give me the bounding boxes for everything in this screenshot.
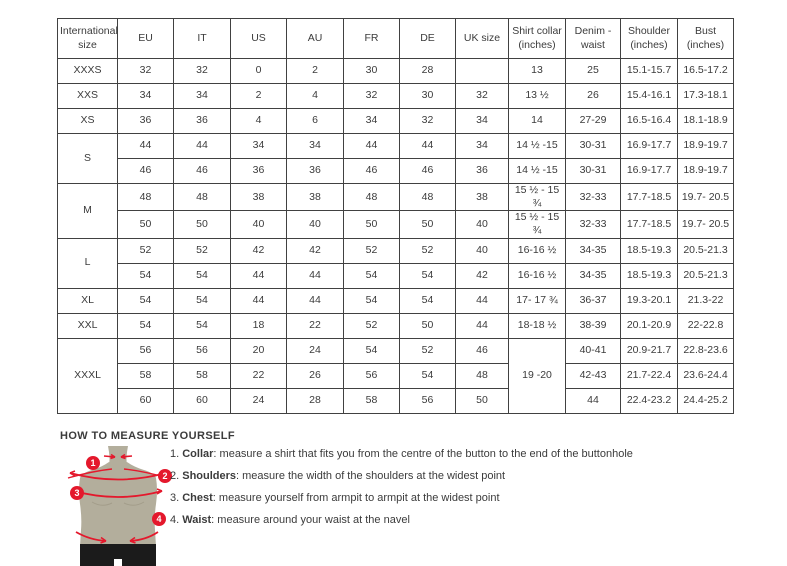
table-cell: 20.5-21.3 xyxy=(678,238,734,263)
column-header: Shoulder (inches) xyxy=(621,19,678,59)
table-cell: 40 xyxy=(287,211,344,238)
table-cell: 34 xyxy=(344,109,400,134)
table-cell: 21.7-22.4 xyxy=(621,363,678,388)
table-cell: 34 xyxy=(231,134,287,159)
table-cell: 44 xyxy=(456,288,509,313)
table-cell: 18.1-18.9 xyxy=(678,109,734,134)
table-cell: 56 xyxy=(118,338,174,363)
table-cell: 22 xyxy=(287,313,344,338)
table-cell: 34 xyxy=(287,134,344,159)
table-cell: 50 xyxy=(344,211,400,238)
table-cell: 26 xyxy=(287,363,344,388)
table-cell: 22.8-23.6 xyxy=(678,338,734,363)
measure-steps xyxy=(170,446,633,534)
table-cell: 44 xyxy=(231,288,287,313)
table-cell: L xyxy=(58,238,118,288)
table-cell: 6 xyxy=(287,109,344,134)
table-cell: 42-43 xyxy=(566,363,621,388)
measure-step xyxy=(170,490,633,512)
table-cell: 44 xyxy=(174,134,231,159)
table-cell: 44 xyxy=(118,134,174,159)
table-cell: 24 xyxy=(231,388,287,413)
table-cell: 44 xyxy=(344,134,400,159)
table-cell: 13 xyxy=(509,59,566,84)
table-cell: 17.7-18.5 xyxy=(621,211,678,238)
table-cell: 21.3-22 xyxy=(678,288,734,313)
size-table-body xyxy=(58,59,734,414)
step-text: : measure the width of the shoulders at the widest point xyxy=(236,470,506,482)
table-cell: 54 xyxy=(118,263,174,288)
mannequin-figure xyxy=(58,446,178,566)
table-cell: 56 xyxy=(400,388,456,413)
table-cell: 48 xyxy=(174,184,231,211)
table-cell: 32 xyxy=(174,59,231,84)
table-row xyxy=(58,84,734,109)
table-cell: 44 xyxy=(400,134,456,159)
table-cell: 28 xyxy=(400,59,456,84)
table-row xyxy=(58,184,734,211)
table-cell: 20 xyxy=(231,338,287,363)
table-cell: 54 xyxy=(344,263,400,288)
table-cell: 38 xyxy=(456,184,509,211)
step-label: Waist xyxy=(182,514,212,526)
table-row xyxy=(58,338,734,363)
table-cell: 40 xyxy=(456,211,509,238)
column-header: AU xyxy=(287,19,344,59)
table-cell: 34 xyxy=(456,109,509,134)
table-cell: 18.5-19.3 xyxy=(621,263,678,288)
table-cell: 32-33 xyxy=(566,184,621,211)
table-cell: 44 xyxy=(456,313,509,338)
table-cell: 14 xyxy=(509,109,566,134)
table-cell: 52 xyxy=(344,238,400,263)
table-cell: 36-37 xyxy=(566,288,621,313)
table-cell: 0 xyxy=(231,59,287,84)
table-cell: 52 xyxy=(118,238,174,263)
measure-badge-waist: 4 xyxy=(152,512,166,526)
table-cell: 60 xyxy=(118,388,174,413)
column-header: US xyxy=(231,19,287,59)
table-cell: 2 xyxy=(287,59,344,84)
table-cell: 32-33 xyxy=(566,211,621,238)
table-cell: 24.4-25.2 xyxy=(678,388,734,413)
column-header: Shirt collar (inches) xyxy=(509,19,566,59)
table-cell: 16.9-17.7 xyxy=(621,134,678,159)
table-cell: 18.9-19.7 xyxy=(678,134,734,159)
table-cell: 40 xyxy=(456,238,509,263)
table-cell: 36 xyxy=(174,109,231,134)
header-row xyxy=(58,19,734,59)
table-cell: 16.9-17.7 xyxy=(621,159,678,184)
table-cell: XS xyxy=(58,109,118,134)
measure-badge-chest: 3 xyxy=(70,486,84,500)
table-cell: 44 xyxy=(566,388,621,413)
size-table-header xyxy=(58,19,734,59)
table-cell: 23.6-24.4 xyxy=(678,363,734,388)
column-header: DE xyxy=(400,19,456,59)
table-cell: 50 xyxy=(456,388,509,413)
table-cell: 40 xyxy=(231,211,287,238)
table-cell: 46 xyxy=(344,159,400,184)
table-cell: 54 xyxy=(400,363,456,388)
table-cell: 44 xyxy=(287,288,344,313)
table-cell: 22 xyxy=(231,363,287,388)
table-cell: 30 xyxy=(400,84,456,109)
table-cell: 46 xyxy=(400,159,456,184)
table-cell: 25 xyxy=(566,59,621,84)
measure-badge-shoulders: 2 xyxy=(158,469,172,483)
table-cell: 20.9-21.7 xyxy=(621,338,678,363)
table-cell: XXXL xyxy=(58,338,118,413)
table-cell: 54 xyxy=(344,338,400,363)
table-cell: 32 xyxy=(344,84,400,109)
table-row xyxy=(58,313,734,338)
table-cell: 50 xyxy=(400,211,456,238)
step-text: : measure around your waist at the navel xyxy=(211,514,410,526)
table-cell: 28 xyxy=(287,388,344,413)
table-cell: 48 xyxy=(118,184,174,211)
step-text: : measure yourself from armpit to armpit at the widest point xyxy=(212,492,500,504)
table-row xyxy=(58,363,734,388)
column-header: UK size xyxy=(456,19,509,59)
table-cell: 22-22.8 xyxy=(678,313,734,338)
table-cell: 20.5-21.3 xyxy=(678,263,734,288)
table-cell: 38-39 xyxy=(566,313,621,338)
table-cell: 27-29 xyxy=(566,109,621,134)
table-cell: 19.3-20.1 xyxy=(621,288,678,313)
table-cell: 44 xyxy=(287,263,344,288)
size-chart-table xyxy=(57,18,734,414)
table-cell: 16-16 ½ xyxy=(509,238,566,263)
step-label: Chest xyxy=(182,492,213,504)
table-cell: 48 xyxy=(400,184,456,211)
table-cell: 18.9-19.7 xyxy=(678,159,734,184)
table-cell: 4 xyxy=(231,109,287,134)
table-cell: 17.7-18.5 xyxy=(621,184,678,211)
table-cell: 38 xyxy=(231,184,287,211)
table-cell: 30-31 xyxy=(566,134,621,159)
table-cell: 46 xyxy=(456,338,509,363)
table-cell: 52 xyxy=(344,313,400,338)
table-cell: 36 xyxy=(231,159,287,184)
table-cell: 52 xyxy=(400,238,456,263)
table-cell: 56 xyxy=(174,338,231,363)
column-header: EU xyxy=(118,19,174,59)
table-cell: 16.5-16.4 xyxy=(621,109,678,134)
table-cell: 50 xyxy=(400,313,456,338)
table-cell: 44 xyxy=(231,263,287,288)
table-cell: 54 xyxy=(344,288,400,313)
table-cell: 54 xyxy=(174,263,231,288)
table-cell: 17- 17 ¾ xyxy=(509,288,566,313)
table-cell: 42 xyxy=(231,238,287,263)
table-cell: 18 xyxy=(231,313,287,338)
column-header: FR xyxy=(344,19,400,59)
mannequin-illustration xyxy=(58,446,178,566)
step-label: Shoulders xyxy=(182,470,237,482)
table-row xyxy=(58,211,734,238)
table-cell: 58 xyxy=(174,363,231,388)
table-cell: 32 xyxy=(400,109,456,134)
table-cell: 48 xyxy=(456,363,509,388)
table-cell: 52 xyxy=(174,238,231,263)
table-cell: XXL xyxy=(58,313,118,338)
measure-step xyxy=(170,468,633,490)
table-cell: 34 xyxy=(118,84,174,109)
table-cell: 32 xyxy=(118,59,174,84)
table-cell: 13 ½ xyxy=(509,84,566,109)
table-cell: 54 xyxy=(400,263,456,288)
table-cell: 46 xyxy=(174,159,231,184)
measure-badge-collar: 1 xyxy=(86,456,100,470)
table-cell: 24 xyxy=(287,338,344,363)
table-cell: 26 xyxy=(566,84,621,109)
step-number: 1. xyxy=(170,448,183,460)
table-cell: 19.7- 20.5 xyxy=(678,211,734,238)
table-row xyxy=(58,238,734,263)
table-cell: 34 xyxy=(174,84,231,109)
table-cell: 34-35 xyxy=(566,238,621,263)
table-cell: 54 xyxy=(174,313,231,338)
table-cell: XXXS xyxy=(58,59,118,84)
column-header: IT xyxy=(174,19,231,59)
table-cell: 17.3-18.1 xyxy=(678,84,734,109)
table-cell xyxy=(456,59,509,84)
step-text: : measure a shirt that fits you from the centre of the button to the end of the buttonhole xyxy=(213,448,633,460)
table-cell: 48 xyxy=(344,184,400,211)
table-cell: XXS xyxy=(58,84,118,109)
table-row xyxy=(58,288,734,313)
measure-step xyxy=(170,512,633,534)
table-row xyxy=(58,109,734,134)
table-cell: 19 -20 xyxy=(509,338,566,413)
table-cell: 34-35 xyxy=(566,263,621,288)
table-cell: 15 ½ - 15 ¾ xyxy=(509,184,566,211)
table-cell: 36 xyxy=(287,159,344,184)
table-cell: M xyxy=(58,184,118,239)
table-cell: 22.4-23.2 xyxy=(621,388,678,413)
table-cell: 32 xyxy=(456,84,509,109)
table-cell: 50 xyxy=(118,211,174,238)
table-cell: 20.1-20.9 xyxy=(621,313,678,338)
table-cell: 15.1-15.7 xyxy=(621,59,678,84)
table-cell: 38 xyxy=(287,184,344,211)
step-number: 2. xyxy=(170,470,183,482)
table-cell: 14 ½ -15 xyxy=(509,159,566,184)
table-cell: 30-31 xyxy=(566,159,621,184)
table-cell: 15.4-16.1 xyxy=(621,84,678,109)
table-row xyxy=(58,388,734,413)
table-cell: 46 xyxy=(118,159,174,184)
table-row xyxy=(58,59,734,84)
table-cell: 54 xyxy=(118,313,174,338)
table-cell: 52 xyxy=(400,338,456,363)
column-header: International size xyxy=(58,19,118,59)
table-cell: 58 xyxy=(344,388,400,413)
table-cell: 16.5-17.2 xyxy=(678,59,734,84)
table-cell: 18-18 ½ xyxy=(509,313,566,338)
table-cell: 16-16 ½ xyxy=(509,263,566,288)
table-cell: 30 xyxy=(344,59,400,84)
table-cell: 14 ½ -15 xyxy=(509,134,566,159)
measure-step xyxy=(170,446,633,468)
table-cell: 56 xyxy=(344,363,400,388)
table-row xyxy=(58,159,734,184)
column-header: Bust (inches) xyxy=(678,19,734,59)
table-cell: 54 xyxy=(400,288,456,313)
table-cell: 36 xyxy=(118,109,174,134)
table-cell: 19.7- 20.5 xyxy=(678,184,734,211)
step-label: Collar xyxy=(182,448,214,460)
table-row xyxy=(58,263,734,288)
table-cell: 60 xyxy=(174,388,231,413)
table-cell: 34 xyxy=(456,134,509,159)
table-cell: S xyxy=(58,134,118,184)
table-cell: 40-41 xyxy=(566,338,621,363)
table-cell: 4 xyxy=(287,84,344,109)
step-number: 4. xyxy=(170,514,183,526)
table-cell: 15 ½ - 15 ¾ xyxy=(509,211,566,238)
table-cell: 54 xyxy=(118,288,174,313)
table-cell: 42 xyxy=(287,238,344,263)
table-cell: 54 xyxy=(174,288,231,313)
table-cell: 50 xyxy=(174,211,231,238)
table-cell: 58 xyxy=(118,363,174,388)
column-header: Denim - waist xyxy=(566,19,621,59)
table-row xyxy=(58,134,734,159)
step-number: 3. xyxy=(170,492,183,504)
measure-heading: HOW TO MEASURE YOURSELF xyxy=(60,430,236,442)
table-cell: 42 xyxy=(456,263,509,288)
table-cell: 36 xyxy=(456,159,509,184)
table-cell: 2 xyxy=(231,84,287,109)
table-cell: XL xyxy=(58,288,118,313)
table-cell: 18.5-19.3 xyxy=(621,238,678,263)
